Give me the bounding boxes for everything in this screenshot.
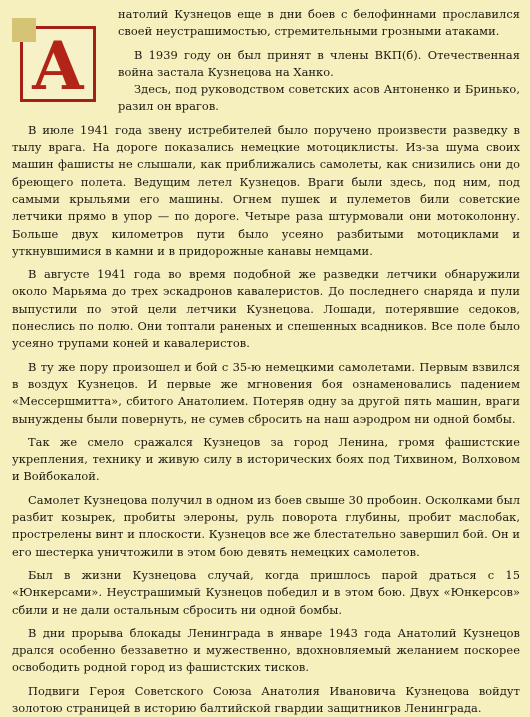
intro-block [118, 6, 520, 116]
paragraph-9: Был в жизни Кузнецова случай, когда пришлось парой драться с 15 «Юнкерсами». Неустрашимый Кузнецов победил и в этом бою. Двух «Юнкерсов» сбили и не дали остальным сбросить ни одной бомбы. [12, 567, 520, 617]
paragraph-11: Подвиги Героя Советского Союза Анатолия Ивановича Кузнецова войдут золотою страницей в историю балтийской гвардии защитников Ленинграда. [12, 683, 520, 715]
drop-cap-initial [20, 26, 96, 105]
paragraph-6: В ту же пору произошел и бой с 35-ю немецкими самолетами. Первым взвился в воздух Кузнецов. И первые же мгновения боя ознаменовались падением «Мессершмитта», сбитого Анатолием. Потеряв одну за другой пять машин, враги вынуждены были повернуть, не сумев сбросить на наш аэродром ни одной бомбы. [12, 359, 520, 426]
paragraph-5: В августе 1941 года во время подобной же разведки летчики обнаружили около Марьяма до трех эскадронов кавалеристов. До последнего снаряда и пули выпустили по этой цели летчики Кузнецова. Лошади, потерявшие седоков, понеслись по полю. Они топтали раненых и спешенных всадников. Все поле было усеяно трупами коней и кавалеристов. [12, 267, 520, 351]
paragraph-4: В июле 1941 года звену истребителей было поручено произвести разведку в тылу врага. На дороге показались немецкие мотоциклисты. Из-за шума своих машин фашисты не слышали, как приближались самолеты, как снизились они до бреющего полета. Ведущим летел Кузнецов. Враги были здесь, под ним, под самыми крыльями его машины. Огнем пушек и пулеметов били советские летчики прямо в упор — по дороге. Четыре раза штурмовали они мотоколонну. Больше двух километров пути было усеяно разбитыми мотоциклами и уткнувшимися в камни и в придорожные канавы немцами. [12, 122, 520, 258]
paragraph-2: В 1939 году он был принят в члены ВКП(б). Отечественная война застала Кузнецова на Ханко. [118, 47, 520, 79]
paragraph-8: Самолет Кузнецова получил в одном из боев свыше 30 пробоин. Осколками был разбит козырек, пробиты элероны, руль поворота глубины, пробит маслобак, прострелены винт и плоскости. Кузнецов все же блестательно завершил бой. Он и его шестерка уничтожили в этом бою девять немецких самолетов. [12, 492, 520, 559]
drop-cap-letter: А [31, 27, 85, 105]
paragraph-10: В дни прорыва блокады Ленинграда в январе 1943 года Анатолий Кузнецов дрался особенно беззаветно и мужественно, вдохновляемый желанием поскорее освободить родной город из фашистских тисков. [12, 625, 520, 675]
paragraph-7: Так же смело сражался Кузнецов за город Ленина, громя фашистские укрепления, технику и живую силу в исторических боях под Тихвином, Волховом и Войбокалой. [12, 434, 520, 484]
paragraph-1: натолий Кузнецов еще в дни боев с белофиннами прославился своей неустрашимостью, стремительными грозными атаками. [118, 7, 520, 39]
paragraph-3: Здесь, под руководством советских асов Антоненко и Бринько, разил он врагов. [118, 82, 520, 114]
